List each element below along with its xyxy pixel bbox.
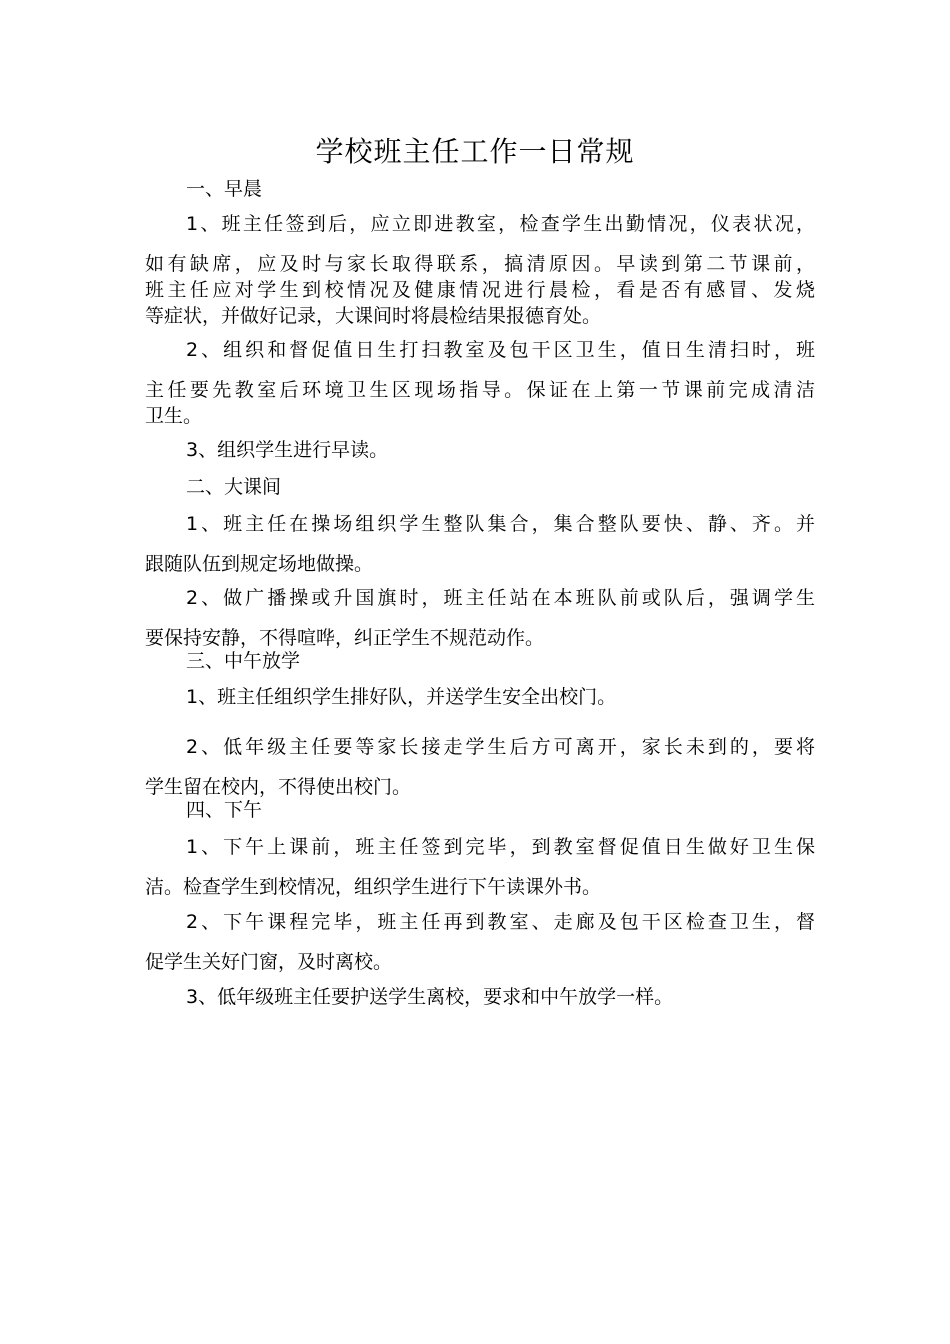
paragraph-line: 3、低年级班主任要护送学生离校，要求和中午放学一样。 — [186, 986, 674, 1008]
paragraph-line: 1、班主任签到后，应立即进教室，检查学生出勤情况，仪表状况， — [186, 213, 815, 235]
paragraph-line: 学生留在校内，不得使出校门。 — [145, 776, 412, 798]
paragraph-afternoon-2 — [145, 909, 815, 975]
paragraph-break-2 — [145, 585, 815, 651]
paragraph-noon-2 — [145, 734, 815, 800]
paragraph-line: 洁。检查学生到校情况，组织学生进行下午读课外书。 — [145, 876, 602, 898]
paragraph-afternoon-3 — [145, 984, 815, 1010]
paragraph-line: 1、下午上课前，班主任签到完毕，到教室督促值日生做好卫生保 — [186, 836, 815, 858]
paragraph-line: 如有缺席，应及时与家长取得联系，搞清原因。早读到第二节课前， — [145, 253, 815, 275]
section-heading-afternoon: 四、下午 — [186, 799, 263, 821]
paragraph-morning-1 — [145, 211, 815, 329]
paragraph-line: 1、班主任组织学生排好队，并送学生安全出校门。 — [186, 686, 617, 708]
paragraph-line: 跟随队伍到规定场地做操。 — [145, 553, 374, 575]
paragraph-morning-2 — [145, 337, 815, 429]
paragraph-line: 1、班主任在操场组织学生整队集合，集合整队要快、静、齐。并 — [186, 513, 815, 535]
section-heading-noon: 三、中午放学 — [186, 650, 301, 672]
paragraph-line: 要保持安静，不得喧哗，纠正学生不规范动作。 — [145, 627, 545, 649]
paragraph-line: 2、组织和督促值日生打扫教室及包干区卫生，值日生清扫时，班 — [186, 339, 815, 361]
paragraph-line: 班主任应对学生到校情况及健康情况进行晨检，看是否有感冒、发烧 — [145, 279, 815, 301]
paragraph-line: 3、组织学生进行早读。 — [186, 439, 389, 461]
section-heading-morning: 一、早晨 — [186, 178, 263, 200]
paragraph-line: 卫生。 — [145, 405, 203, 427]
paragraph-line: 等症状，并做好记录，大课间时将晨检结果报德育处。 — [145, 305, 602, 327]
section-heading-break: 二、大课间 — [186, 476, 282, 498]
paragraph-noon-1 — [145, 684, 815, 710]
paragraph-line: 促学生关好门窗，及时离校。 — [145, 951, 393, 973]
paragraph-break-1 — [145, 511, 815, 577]
document-title: 学校班主任工作一日常规 — [315, 135, 635, 168]
paragraph-line: 2、做广播操或升国旗时，班主任站在本班队前或队后，强调学生 — [186, 587, 815, 609]
paragraph-line: 2、低年级主任要等家长接走学生后方可离开，家长未到的，要将 — [186, 736, 815, 758]
paragraph-line: 2、下午课程完毕，班主任再到教室、走廊及包干区检查卫生，督 — [186, 911, 815, 933]
paragraph-afternoon-1 — [145, 834, 815, 900]
paragraph-line: 主任要先教室后环境卫生区现场指导。保证在上第一节课前完成清洁 — [145, 379, 815, 401]
paragraph-morning-3 — [145, 437, 815, 463]
